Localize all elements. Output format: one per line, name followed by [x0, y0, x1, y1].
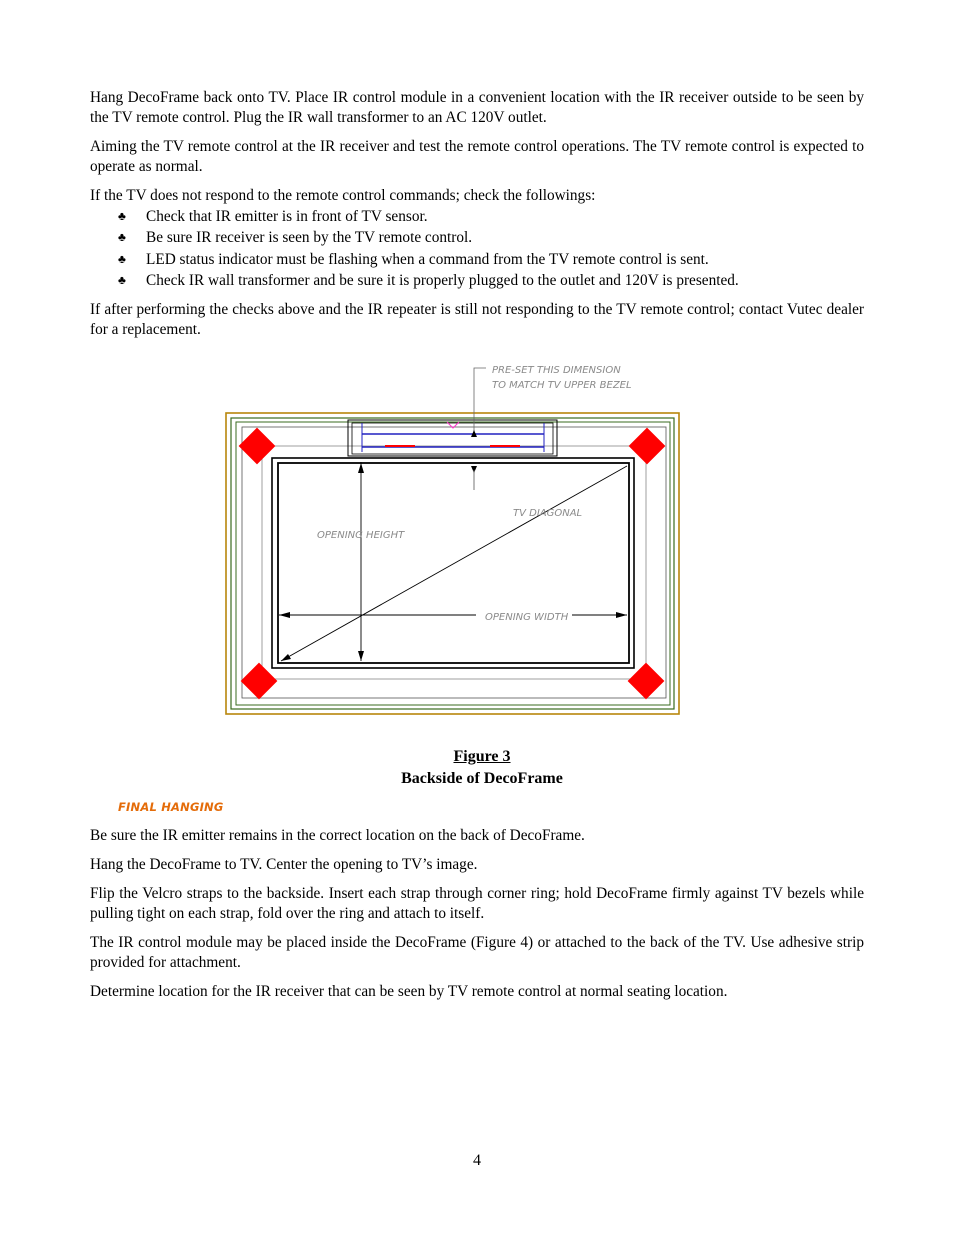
checklist-item-text: Check that IR emitter is in front of TV sensor. — [146, 208, 428, 225]
intro-paragraph-hang: Hang DecoFrame back onto TV. Place IR control module in a convenient location with the IR receiver outside to be seen by the TV remote control. Plug the IR wall transformer to an AC 120V outlet. — [90, 89, 864, 126]
hanging-paragraph-center: Hang the DecoFrame to TV. Center the opening to TV’s image. — [90, 856, 478, 873]
club-bullet-icon: ♣ — [118, 251, 126, 266]
club-bullet-icon: ♣ — [118, 230, 126, 245]
frame-rail-inner — [262, 446, 646, 679]
top-bracket — [348, 420, 557, 456]
opening-height-label: OPENING HEIGHT — [317, 530, 405, 541]
preset-label-line2: TO MATCH TV UPPER BEZEL — [492, 380, 632, 391]
hanging-paragraph-module: The IR control module may be placed inside the DecoFrame (Figure 4) or attached to the back of the TV. Use adhesive strip provided for attachment. — [90, 934, 864, 971]
checklist-item-text: Be sure IR receiver is seen by the TV remote control. — [146, 229, 473, 247]
contact-dealer-paragraph: If after performing the checks above and the IR repeater is still not responding to the TV remote control; contact Vutec dealer for a replacement. — [90, 301, 864, 338]
hanging-paragraph-velcro: Flip the Velcro straps to the backside. Insert each strap through corner ring; hold DecoFrame firmly against TV bezels while pulling tight on each strap, fold over the ring and attach to itself. — [90, 885, 864, 922]
opening-width-label: OPENING WIDTH — [485, 612, 569, 623]
figure-caption-title: Figure 3 — [453, 748, 511, 765]
hanging-paragraph-emitter: Be sure the IR emitter remains in the correct location on the back of DecoFrame. — [90, 827, 585, 844]
club-bullet-icon: ♣ — [118, 209, 126, 223]
intro-paragraph-check: If the TV does not respond to the remote control commands; check the followings: — [90, 187, 596, 204]
page-number: 4 — [473, 1152, 481, 1169]
intro-paragraph-aiming: Aiming the TV remote control at the IR receiver and test the remote control operations. The TV remote control is expected to operate as normal. — [90, 138, 864, 175]
green-frame-outer — [231, 418, 674, 709]
figure-caption-subtitle: Backside of DecoFrame — [401, 770, 563, 787]
corner-pad-top-left — [239, 428, 276, 465]
checklist-item-text: Check IR wall transformer and be sure it is properly plugged to the outlet and 120V is presented. — [146, 271, 739, 289]
section-heading-final-hanging: FINAL HANGING — [118, 800, 224, 814]
checklist-item-text: LED status indicator must be flashing when a command from the TV remote control is sent. — [146, 250, 709, 268]
club-bullet-icon: ♣ — [118, 272, 126, 287]
diagonal-label: TV DIAGONAL — [513, 508, 583, 519]
preset-label-line1: PRE-SET THIS DIMENSION — [492, 365, 621, 376]
opening-outer — [272, 458, 634, 668]
hanging-paragraph-receiver: Determine location for the IR receiver that can be seen by TV remote control at normal seating location. — [90, 983, 728, 1000]
diagonal-dimension-line — [281, 466, 627, 661]
frame-rail — [242, 427, 666, 698]
